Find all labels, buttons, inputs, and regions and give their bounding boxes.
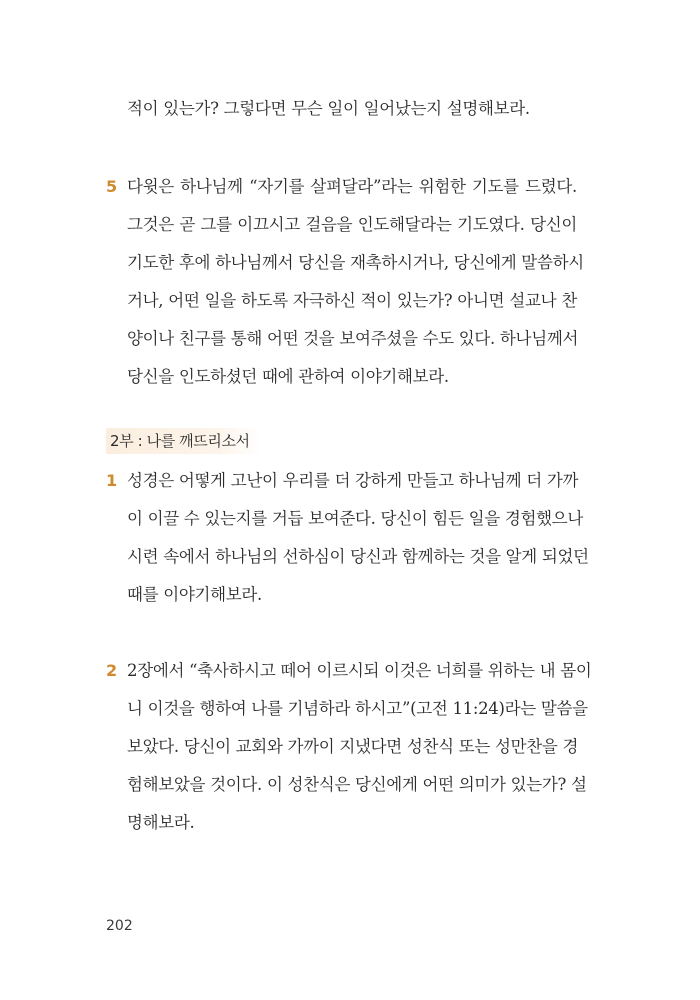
- paragraph-line: 니 이것을 행하여 나를 기념하라 하시고”(고전 11:24)라는 말씀을: [127, 699, 588, 718]
- paragraph-line: 양이나 친구를 통해 어떤 것을 보여주셨을 수도 있다. 하나님께서: [127, 329, 579, 348]
- paragraph-line: 성경은 어떻게 고난이 우리를 더 강하게 만들고 하나님께 더 가까: [127, 471, 579, 490]
- question-number: 1: [106, 471, 118, 490]
- paragraph-line: 시련 속에서 하나님의 선하심이 당신과 함께하는 것을 알게 되었던: [127, 547, 589, 566]
- paragraph-line: 당신을 인도하셨던 때에 관하여 이야기해보라.: [127, 367, 449, 386]
- paragraph-line: 2장에서 “축사하시고 떼어 이르시되 이것은 너희를 위하는 내 몸이: [127, 661, 592, 680]
- question-number: 5: [106, 177, 118, 196]
- paragraph-line: 적이 있는가? 그렇다면 무슨 일이 일어났는지 설명해보라.: [127, 99, 530, 118]
- page-number: 202: [106, 918, 133, 934]
- paragraph-line: 때를 이야기해보라.: [127, 585, 263, 604]
- paragraph-line: 그것은 곧 그를 이끄시고 걸음을 인도해달라는 기도였다. 당신이: [127, 215, 577, 234]
- paragraph-line: 명해보라.: [127, 813, 195, 832]
- paragraph-line: 다윗은 하나님께 “자기를 살펴달라”라는 위험한 기도를 드렸다.: [127, 177, 577, 196]
- question-number: 2: [106, 661, 118, 680]
- paragraph-line: 거나, 어떤 일을 하도록 자극하신 적이 있는가? 아니면 설교나 찬: [127, 291, 577, 310]
- paragraph-line: 이 이끌 수 있는지를 거듭 보여준다. 당신이 힘든 일을 경험했으나: [127, 509, 584, 528]
- paragraph-line: 보았다. 당신이 교회와 가까이 지냈다면 성찬식 또는 성만찬을 경: [127, 737, 579, 756]
- section-heading: 2부 : 나를 깨뜨리소서: [106, 428, 262, 454]
- paragraph-line: 험해보았을 것이다. 이 성찬식은 당신에게 어떤 의미가 있는가? 설: [127, 775, 587, 794]
- paragraph-line: 기도한 후에 하나님께서 당신을 재촉하시거나, 당신에게 말씀하시: [127, 253, 584, 272]
